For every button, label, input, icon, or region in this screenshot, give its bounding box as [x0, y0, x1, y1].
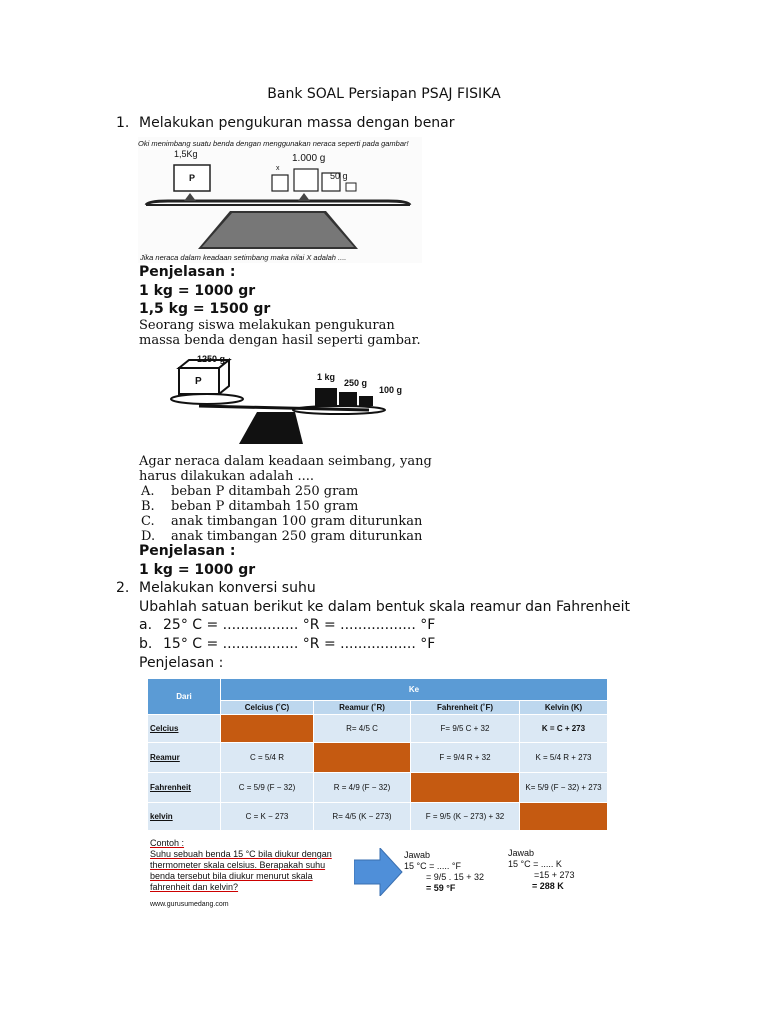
example-line-3: benda tersebut bila diukur menurut skala — [150, 871, 313, 881]
table-cell: C = 5/9 (F − 32) — [221, 773, 314, 803]
option-a-letter: A. — [141, 484, 155, 499]
option-b-text: beban P ditambah 150 gram — [171, 499, 359, 514]
explain2-label: Penjelasan : — [139, 543, 236, 559]
option-c-text: anak timbangan 100 gram diturunkan — [171, 514, 423, 529]
figure2-mass-100: 100 g — [379, 385, 403, 395]
figure1-label-p: P — [189, 173, 196, 183]
q2-item-a-letter: a. — [139, 617, 153, 633]
answer2-line-3: =15 + 273 — [534, 870, 575, 880]
answer-fahrenheit — [404, 850, 484, 894]
table-cell: R= 4/5 (K − 273) — [314, 803, 411, 831]
figure2-label-p: P — [195, 376, 202, 387]
table-cell: R= 4/5 C — [314, 715, 411, 743]
right-arrow-icon — [354, 848, 404, 896]
example-line-4: fahrenheit dan kelvin? — [150, 882, 239, 892]
table-from-label: Dari — [148, 679, 221, 715]
option-c-letter: C. — [141, 514, 155, 529]
answer1-line-4: = 59 °F — [426, 883, 456, 893]
table-col-kelvin: Kelvin (K) — [520, 701, 608, 715]
answer2-line-2: 15 °C = ..... K — [508, 859, 562, 869]
table-cell: K = 5/4 R + 273 — [520, 743, 608, 773]
figure1-mass-p: 1,5Kg — [174, 149, 198, 159]
example-line-2: thermometer skala celsius. Berapakah suhu — [150, 860, 326, 870]
explain-line-2: 1,5 kg = 1500 gr — [139, 301, 271, 317]
q2-item-b-text: 15° C = ................. °R = ................. °F — [163, 636, 436, 652]
q1-heading: Melakukan pengukuran massa dengan benar — [139, 115, 455, 131]
q1-number: 1. — [116, 115, 130, 131]
example-source: www.gurusumedang.com — [150, 901, 229, 908]
figure2-prompt-line2: harus dilakukan adalah .... — [139, 469, 315, 484]
figure2-prompt-line1: Agar neraca dalam keadaan seimbang, yang — [139, 454, 432, 469]
figure2-mass-1kg: 1 kg — [317, 372, 336, 382]
answer2-line-1: Jawab — [508, 848, 535, 858]
q2-item-a-text: 25° C = ................. °R = ................. °F — [163, 617, 436, 633]
figure1-footer: Jika neraca dalam keadaan setimbang maka nilai X adalah .... — [140, 253, 347, 262]
table-cell: C = K − 273 — [221, 803, 314, 831]
figure1-label-x: x — [276, 165, 280, 172]
table-col-celcius: Celcius (˚C) — [221, 701, 314, 715]
table-cell-empty — [520, 803, 608, 831]
table-cell-empty — [221, 715, 314, 743]
figure1-question: Oki menimbang suatu benda dengan menggunakan neraca seperti pada gambar! — [138, 139, 409, 148]
figure2-mass-250: 250 g — [344, 378, 368, 388]
table-cell-empty — [314, 743, 411, 773]
table-cell-empty — [411, 773, 520, 803]
table-cell: R = 4/9 (F − 32) — [314, 773, 411, 803]
option-a-text: beban P ditambah 250 gram — [171, 484, 359, 499]
page-title: Bank SOAL Persiapan PSAJ FISIKA — [267, 86, 501, 102]
table-cell: K= 5/9 (F − 32) + 273 — [520, 773, 608, 803]
example-label: Contoh : — [150, 838, 185, 848]
table-row-celcius: Celcius — [148, 715, 221, 743]
q2-instruction: Ubahlah satuan berikut ke dalam bentuk skala reamur dan Fahrenheit — [139, 599, 630, 615]
table-cell: F= 9/5 C + 32 — [411, 715, 520, 743]
answer1-line-1: Jawab — [404, 850, 431, 860]
option-b-letter: B. — [141, 499, 155, 514]
table-col-fahrenheit: Fahrenheit (˚F) — [411, 701, 520, 715]
option-d-letter: D. — [141, 529, 156, 544]
explain-label-1: Penjelasan : — [139, 264, 236, 280]
answer-kelvin — [508, 848, 575, 892]
table-cell: K = C + 273 — [520, 715, 608, 743]
q2-heading: Melakukan konversi suhu — [139, 580, 316, 596]
table-cell: F = 9/5 (K − 273) + 32 — [411, 803, 520, 831]
q2-explain-label: Penjelasan : — [139, 655, 224, 671]
table-row-fahrenheit: Fahrenheit — [148, 773, 221, 803]
balance-scale-drawing-2 — [139, 348, 459, 448]
explain-line-1: 1 kg = 1000 gr — [139, 283, 256, 299]
option-d-text: anak timbangan 250 gram diturunkan — [171, 529, 423, 544]
table-to-label: Ke — [221, 679, 608, 701]
explain2-line: 1 kg = 1000 gr — [139, 562, 256, 578]
figure2-question-line2: massa benda dengan hasil seperti gambar. — [139, 333, 421, 348]
table-col-reamur: Reamur (˚R) — [314, 701, 411, 715]
answer1-line-2: 15 °C = ..... °F — [404, 861, 461, 871]
table-cell: C = 5/4 R — [221, 743, 314, 773]
example-line-1: Suhu sebuah benda 15 °C bila diukur dengan — [150, 849, 332, 859]
figure1-mass-50: 50 g — [330, 171, 348, 181]
figure2-mass-p: 1250 g — [197, 354, 226, 364]
figure2-question-line1: Seorang siswa melakukan pengukuran — [139, 318, 395, 333]
answer1-line-3: = 9/5 . 15 + 32 — [426, 872, 485, 882]
example-block — [150, 838, 332, 910]
q2-item-b-letter: b. — [139, 636, 153, 652]
balance-figure-1 — [138, 137, 422, 263]
figure1-mass-1000: 1.000 g — [292, 153, 326, 164]
conversion-table — [147, 678, 608, 831]
q2-number: 2. — [116, 580, 130, 596]
balance-figure-2 — [139, 318, 459, 544]
table-cell: F = 9/4 R + 32 — [411, 743, 520, 773]
table-row-kelvin: kelvin — [148, 803, 221, 831]
answer2-line-4: = 288 K — [532, 881, 564, 891]
table-row-reamur: Reamur — [148, 743, 221, 773]
